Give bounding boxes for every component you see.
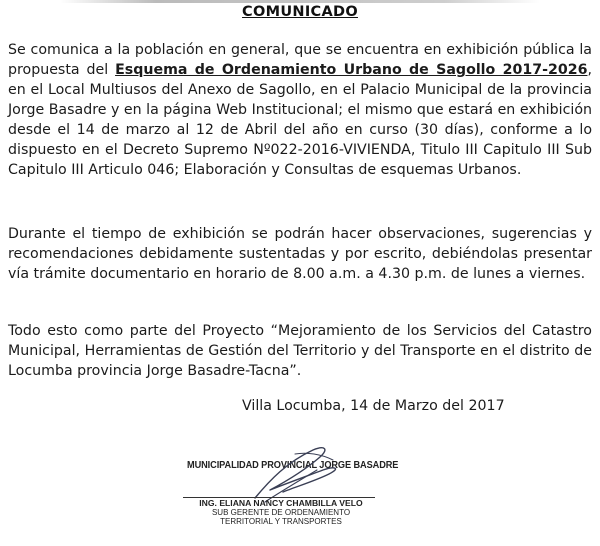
signatory-role-line2: TERRITORIAL Y TRANSPORTES (220, 517, 342, 526)
scan-edge-artifact (60, 0, 540, 3)
stamp-entity-name: MUNICIPALIDAD PROVINCIAL JORGE BASADRE (187, 460, 399, 471)
paragraph-project: Todo esto como parte del Proyecto “Mejoramiento de los Servicios del Catastro Municipal, Herramientas de Gestión del Territorio y del Transporte en el distrito de Locumba provincia Jorge Basadre-Tacna”. (8, 323, 592, 379)
plan-name-highlight: Esquema de Ordenamiento Urbano de Sagollo 2017-2026 (115, 62, 588, 78)
document-title: COMUNICADO (242, 4, 358, 20)
signatory-stamp (183, 498, 379, 526)
signatory-role-line1: SUB GERENTE DE ORDENAMIENTO (211, 508, 351, 517)
paragraph-announcement-intro: Se comunica a la población en general, que se encuentra en exhibición pública la propuesta del (8, 42, 592, 78)
paragraph-observations: Durante el tiempo de exhibición se podrán hacer observaciones, sugerencias y recomendaciones debidamente sustentadas y por escrito, debiéndolas presentar vía trámite documentario en horario de 8.00 a.m. a 4.30 p.m. de lunes a viernes. (8, 226, 592, 282)
paragraph-announcement-details: , en el Local Multiusos del Anexo de Sagollo, en el Palacio Municipal de la provincia Jorge Basadre y en la página Web Institucional; el mismo que estará en exhibición desde el 14 de marzo al 12 de Abril del año en curso (30 días), conforme a lo dispuesto en el Decreto Supremo Nº022-2016-VIVIENDA, Titulo III Capitulo III Sub Capitulo III Articulo 046; Elaboración y Consultas de esquemas Urbanos. (8, 62, 592, 178)
dateline: Villa Locumba, 14 de Marzo del 2017 (242, 398, 505, 414)
signatory-name: ING. ELIANA NANCY CHAMBILLA VELO (199, 498, 363, 508)
paragraph-announcement (8, 40, 592, 180)
